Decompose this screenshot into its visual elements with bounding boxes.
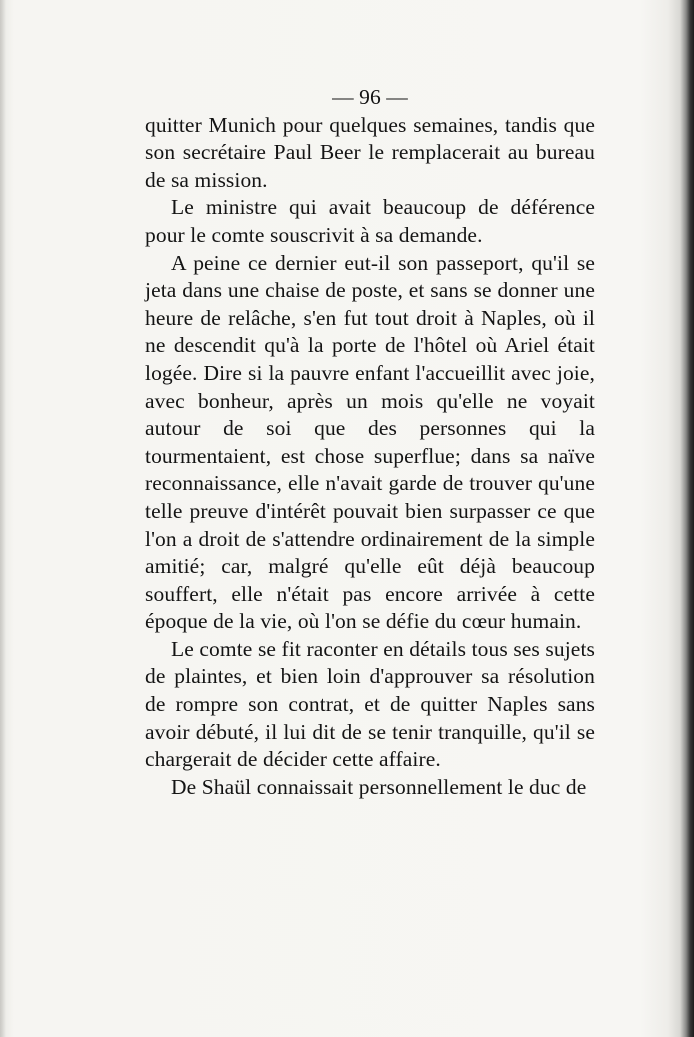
paragraph-continued: quitter Munich pour quelques semaines, tandis que son secrétaire Paul Beer le remplacerait au bureau de sa mission.: [145, 112, 595, 192]
paragraph: Le ministre qui avait beaucoup de déférence pour le comte souscrivit à sa demande.: [145, 195, 595, 247]
page-text: [145, 84, 595, 801]
page-edge-shadow: [0, 0, 6, 1037]
paragraph: A peine ce dernier eut-il son passeport, qu'il se jeta dans une chaise de poste, et sans se donner une heure de relâche, s'en fut tout droit à Naples, où il ne descendit qu'à la porte de l'hôtel où Ariel était logée. Dire si la pauvre enfant l'accueillit avec joie, avec bonheur, après un mois qu'elle ne voyait autour de soi que des personnes qui la tourmentaient, est chose superflue; dans sa naïve reconnaissance, elle n'avait garde de trouver qu'une telle preuve d'intérêt pouvait bien surpasser ce que l'on a droit de s'attendre ordinairement de la simple amitié; car, malgré qu'elle eût déjà beaucoup souffert, elle n'était pas encore arrivée à cette époque de la vie, où l'on se défie du cœur humain.: [145, 250, 595, 634]
paragraph: De Shaül connaissait personnellement le duc de: [171, 774, 587, 799]
paragraph: Le comte se fit raconter en détails tous ses sujets de plaintes, et bien loin d'approuver sa résolution de rompre son contrat, et de quitter Naples sans avoir débuté, il lui dit de se tenir tranquille, qu'il se chargerait de décider cette affaire.: [145, 636, 595, 772]
page-number: — 96 —: [332, 85, 408, 109]
